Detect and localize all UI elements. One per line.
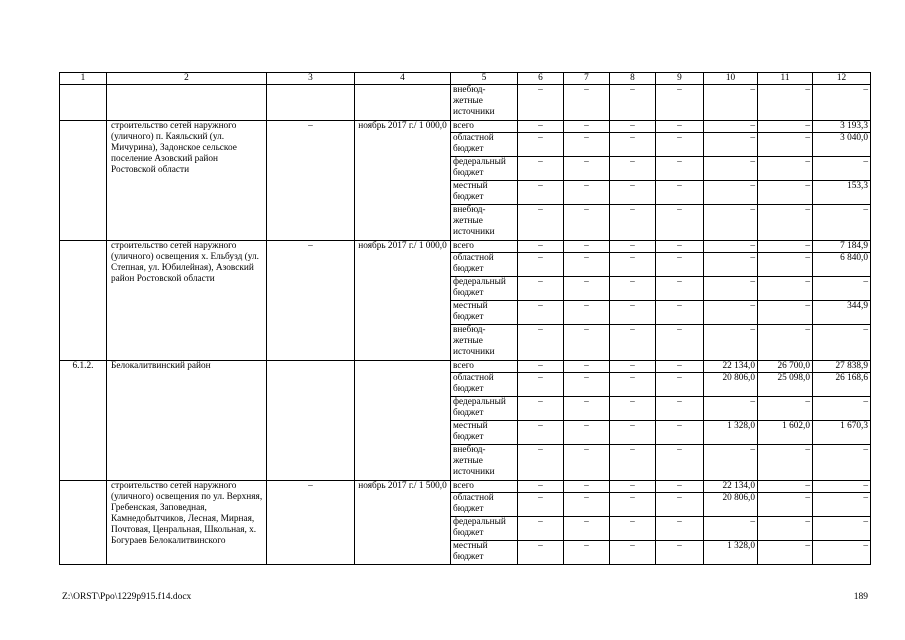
value-cell: – [564,85,610,121]
value-cell: – [758,493,813,517]
column-header: 12 [813,73,871,85]
value-cell: – [656,241,704,253]
value-cell: – [518,121,564,133]
value-cell: – [813,493,871,517]
funding-source: федеральный бюджет [451,157,518,181]
value-cell: – [518,253,564,277]
item-code: 6.1.2. [60,361,107,481]
value-cell: – [518,421,564,445]
value-cell: – [813,325,871,361]
value-cell: – [564,361,610,373]
value-cell: – [704,205,758,241]
value-cell: – [656,541,704,565]
value-cell: – [518,517,564,541]
column-header: 5 [451,73,518,85]
column-header: 2 [107,73,267,85]
value-cell: – [656,493,704,517]
value-cell: – [518,373,564,397]
funding-source: местный бюджет [451,181,518,205]
funding-source: внебюд-жетные источники [451,85,518,121]
value-cell: – [610,121,656,133]
value-cell: 6 840,0 [813,253,871,277]
value-cell: – [610,397,656,421]
value-cell: – [656,481,704,493]
value-cell: 1 328,0 [704,541,758,565]
value-cell: – [758,397,813,421]
value-cell: – [656,181,704,205]
value-cell: – [758,121,813,133]
item-col3 [267,85,355,121]
value-cell: – [656,277,704,301]
value-cell: – [813,205,871,241]
value-cell: – [704,517,758,541]
value-cell: – [564,133,610,157]
value-cell: – [610,517,656,541]
funding-source: федеральный бюджет [451,517,518,541]
value-cell: – [813,157,871,181]
budget-table [59,72,871,565]
value-cell: – [704,241,758,253]
value-cell: – [704,397,758,421]
value-cell: – [704,133,758,157]
value-cell: – [813,85,871,121]
value-cell: – [656,205,704,241]
value-cell: – [813,481,871,493]
table-row [60,121,871,133]
value-cell: – [564,241,610,253]
value-cell: – [518,277,564,301]
value-cell: – [518,397,564,421]
value-cell: – [610,325,656,361]
value-cell: – [610,157,656,181]
funding-source: областной бюджет [451,253,518,277]
value-cell: – [518,241,564,253]
value-cell: – [704,85,758,121]
value-cell: – [758,541,813,565]
value-cell: – [564,481,610,493]
funding-source: областной бюджет [451,373,518,397]
funding-source: местный бюджет [451,541,518,565]
value-cell: – [610,253,656,277]
value-cell: 1 328,0 [704,421,758,445]
item-deadline [355,85,451,121]
value-cell: – [564,541,610,565]
value-cell: – [758,301,813,325]
value-cell: – [518,85,564,121]
value-cell: – [610,493,656,517]
value-cell: – [518,481,564,493]
value-cell: – [656,421,704,445]
value-cell: – [518,445,564,481]
funding-source: областной бюджет [451,133,518,157]
value-cell: – [518,205,564,241]
value-cell: – [564,157,610,181]
value-cell: – [518,493,564,517]
value-cell: – [610,181,656,205]
item-name: строительство сетей наружного (уличного) освещения по ул. Верхняя, Гребенская, Заповедная, Камнедобытчиков, Лесная, Мирная, Почтовая, Ценральная, Школьная, х. Богураев Белокалитвинского [107,481,267,565]
column-header: 7 [564,73,610,85]
value-cell: 25 098,0 [758,373,813,397]
value-cell: – [610,541,656,565]
funding-source: всего [451,481,518,493]
value-cell: – [704,253,758,277]
funding-source: федеральный бюджет [451,277,518,301]
value-cell: – [518,181,564,205]
funding-source: всего [451,361,518,373]
table-row [60,241,871,253]
value-cell: – [564,373,610,397]
value-cell: – [564,517,610,541]
table-row [60,481,871,493]
value-cell: – [758,325,813,361]
value-cell: – [518,301,564,325]
funding-source: внебюд-жетные источники [451,445,518,481]
value-cell: – [656,157,704,181]
value-cell: – [610,421,656,445]
value-cell: – [564,445,610,481]
column-header: 8 [610,73,656,85]
value-cell: – [610,373,656,397]
value-cell: – [656,373,704,397]
value-cell: – [656,133,704,157]
value-cell: 3 193,3 [813,121,871,133]
funding-source: внебюд-жетные источники [451,205,518,241]
value-cell: – [610,241,656,253]
value-cell: – [610,133,656,157]
value-cell: – [813,445,871,481]
value-cell: – [813,541,871,565]
value-cell: – [610,277,656,301]
value-cell: 20 806,0 [704,373,758,397]
funding-source: областной бюджет [451,493,518,517]
value-cell: – [758,85,813,121]
value-cell: – [518,541,564,565]
item-code [60,241,107,361]
value-cell: – [610,301,656,325]
value-cell: – [813,517,871,541]
value-cell: – [758,181,813,205]
value-cell: 22 134,0 [704,361,758,373]
value-cell: – [758,241,813,253]
value-cell: – [758,445,813,481]
item-col3 [267,361,355,481]
value-cell: – [564,421,610,445]
value-cell: – [518,361,564,373]
value-cell: 20 806,0 [704,493,758,517]
table-row [60,361,871,373]
value-cell: – [656,121,704,133]
column-header: 9 [656,73,704,85]
value-cell: – [564,121,610,133]
value-cell: – [704,325,758,361]
value-cell: 27 838,9 [813,361,871,373]
value-cell: – [704,181,758,205]
value-cell: – [704,445,758,481]
value-cell: – [656,325,704,361]
funding-source: всего [451,241,518,253]
funding-source: местный бюджет [451,301,518,325]
item-name: Белокалитвинский район [107,361,267,481]
value-cell: – [704,277,758,301]
value-cell: 26 168,6 [813,373,871,397]
value-cell: – [656,85,704,121]
value-cell: – [518,325,564,361]
column-header: 10 [704,73,758,85]
value-cell: 344,9 [813,301,871,325]
value-cell: 3 040,0 [813,133,871,157]
value-cell: – [704,301,758,325]
value-cell: – [758,481,813,493]
table-row [60,85,871,121]
value-cell: – [610,205,656,241]
item-deadline: ноябрь 2017 г./ 1 500,0 [355,481,451,565]
value-cell: 1 602,0 [758,421,813,445]
funding-source: всего [451,121,518,133]
value-cell: – [610,445,656,481]
item-code [60,481,107,565]
item-code [60,85,107,121]
item-name: строительство сетей наружного (уличного) п. Каяльский (ул. Мичурина), Задонское сельское поселение Азовский район Ростовской области [107,121,267,241]
value-cell: – [564,325,610,361]
item-name [107,85,267,121]
value-cell: – [813,397,871,421]
item-col3: – [267,481,355,565]
value-cell: – [656,445,704,481]
value-cell: 7 184,9 [813,241,871,253]
funding-source: местный бюджет [451,421,518,445]
value-cell: 153,3 [813,181,871,205]
header-row [60,73,871,85]
value-cell: – [656,361,704,373]
value-cell: – [656,517,704,541]
value-cell: – [758,277,813,301]
column-header: 4 [355,73,451,85]
value-cell: – [518,133,564,157]
value-cell: 22 134,0 [704,481,758,493]
column-header: 11 [758,73,813,85]
value-cell: – [564,181,610,205]
value-cell: – [564,205,610,241]
funding-source: внебюд-жетные источники [451,325,518,361]
value-cell: – [564,253,610,277]
value-cell: – [564,277,610,301]
page-number: 189 [853,592,868,602]
value-cell: – [518,157,564,181]
item-name: строительство сетей наружного (уличного) освещения х. Ельбузд (ул. Степная, ул. Юбилейная), Азовский район Ростовской области [107,241,267,361]
value-cell: – [704,157,758,181]
value-cell: 1 670,3 [813,421,871,445]
value-cell: – [656,397,704,421]
item-deadline [355,361,451,481]
value-cell: – [758,517,813,541]
value-cell: 26 700,0 [758,361,813,373]
column-header: 1 [60,73,107,85]
value-cell: – [656,253,704,277]
value-cell: – [656,301,704,325]
value-cell: – [758,205,813,241]
item-code [60,121,107,241]
funding-source: федеральный бюджет [451,397,518,421]
column-header: 6 [518,73,564,85]
value-cell: – [564,397,610,421]
item-deadline: ноябрь 2017 г./ 1 000,0 [355,241,451,361]
value-cell: – [758,133,813,157]
value-cell: – [704,121,758,133]
value-cell: – [610,85,656,121]
item-deadline: ноябрь 2017 г./ 1 000,0 [355,121,451,241]
value-cell: – [758,253,813,277]
column-header: 3 [267,73,355,85]
item-col3: – [267,241,355,361]
value-cell: – [564,301,610,325]
value-cell: – [758,157,813,181]
value-cell: – [610,481,656,493]
value-cell: – [813,277,871,301]
item-col3: – [267,121,355,241]
file-path: Z:\ORST\Ppo\1229p915.f14.docx [62,592,192,602]
value-cell: – [564,493,610,517]
value-cell: – [610,361,656,373]
